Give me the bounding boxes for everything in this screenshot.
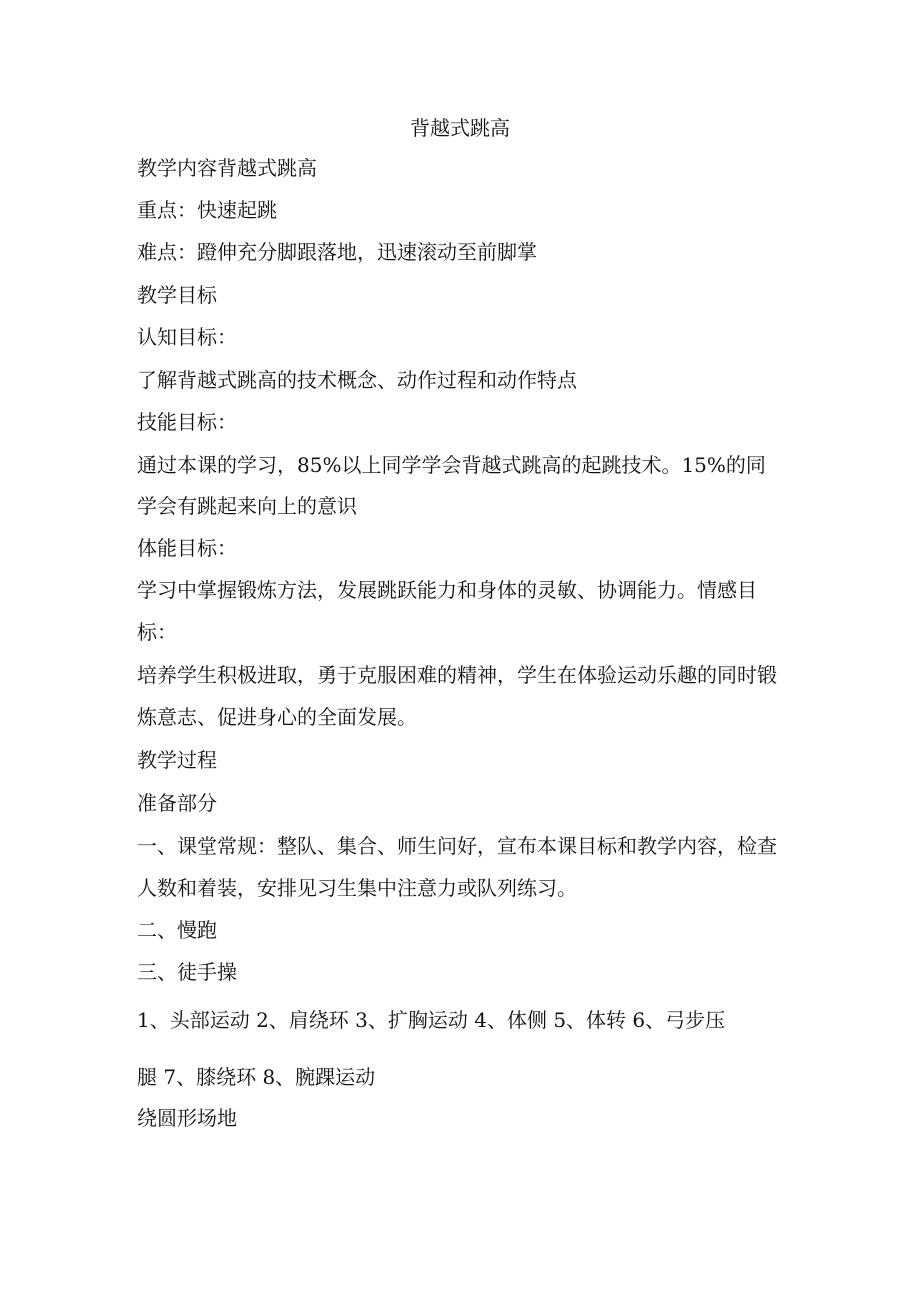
text-line: 准备部分 (137, 791, 217, 815)
text-line: 了解背越式跳高的技术概念、动作过程和动作特点 (137, 368, 577, 392)
text-line: 炼意志、促进身心的全面发展。 (137, 705, 417, 729)
section-heading: 教学过程 (137, 748, 217, 772)
section-heading: 教学目标 (137, 283, 217, 307)
text-line: 标： (137, 620, 177, 644)
text-line: 培养学生积极进取，勇于克服困难的精神，学生在体验运动乐趣的同时锻 (137, 663, 777, 687)
text-line: 三、徒手操 (137, 960, 237, 984)
text-line: 体能目标： (137, 536, 237, 560)
text-line: 学会有跳起来向上的意识 (137, 494, 357, 518)
text-line: 一、课堂常规：整队、集合、师生问好，宣布本课目标和教学内容，检查 (137, 834, 777, 858)
text-line: 重点：快速起跳 (137, 198, 277, 222)
document-title: 背越式跳高 (410, 116, 510, 140)
text-line: 腿 7、膝绕环 8、腕踝运动 (137, 1065, 376, 1089)
text-line: 认知目标： (137, 325, 237, 349)
text-line: 绕圆形场地 (137, 1106, 237, 1130)
text-line: 教学内容背越式跳高 (137, 156, 317, 180)
text-line: 技能目标： (137, 410, 237, 434)
text-line: 1、头部运动 2、肩绕环 3、扩胸运动 4、体侧 5、体转 6、弓步压 (137, 1008, 726, 1032)
text-line: 通过本课的学习，85%以上同学学会背越式跳高的起跳技术。15%的同 (137, 453, 766, 477)
text-line: 二、慢跑 (137, 918, 217, 942)
text-line: 人数和着装，安排见习生集中注意力或队列练习。 (137, 876, 577, 900)
text-line: 学习中掌握锻炼方法，发展跳跃能力和身体的灵敏、协调能力。情感目 (137, 578, 757, 602)
text-line: 难点：蹬伸充分脚跟落地，迅速滚动至前脚掌 (137, 240, 537, 264)
